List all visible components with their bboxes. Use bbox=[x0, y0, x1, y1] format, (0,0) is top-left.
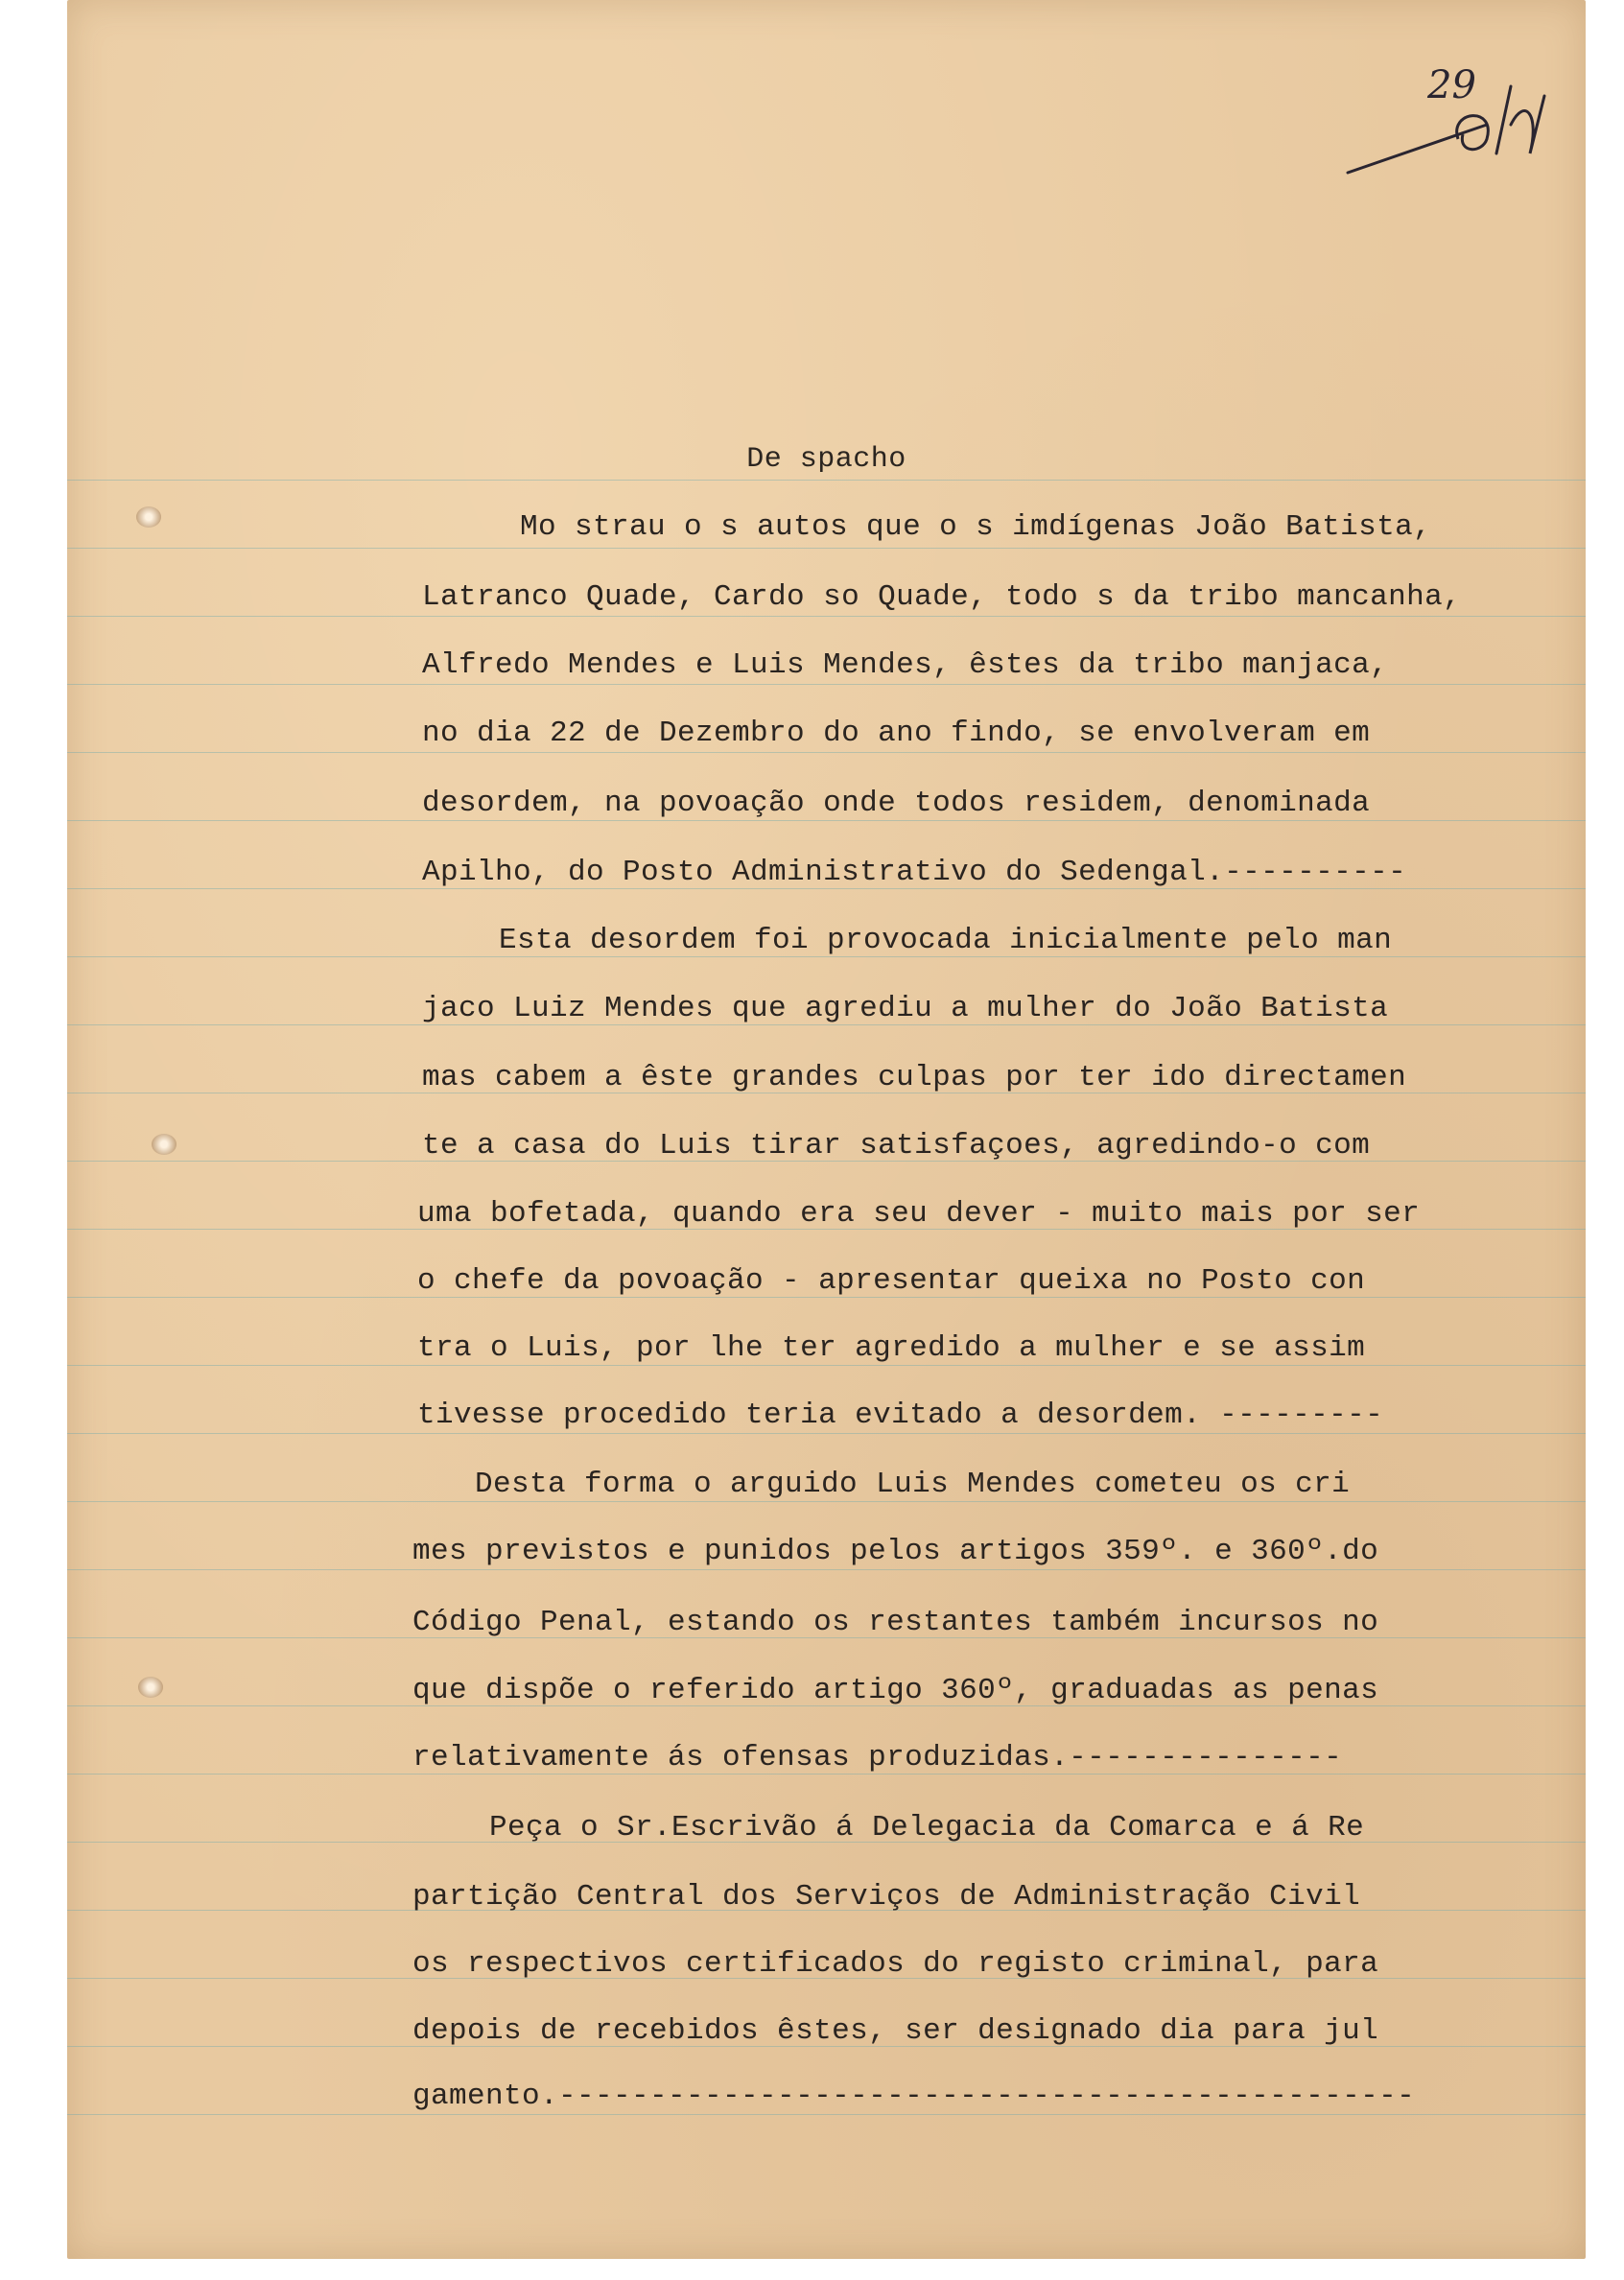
text-line-15: Desta forma o arguido Luis Mendes cometeu os cri bbox=[475, 1468, 1351, 1501]
ruled-line bbox=[67, 752, 1586, 753]
text-line-7: Esta desordem foi provocada inicialmente pelo man bbox=[499, 924, 1393, 957]
folio-number: 29 bbox=[1427, 63, 1476, 107]
ruled-line bbox=[67, 480, 1586, 481]
text-line-23: depois de recebidos êstes, ser designado dia para jul bbox=[412, 2014, 1379, 2048]
ruled-line bbox=[67, 1569, 1586, 1570]
punch-hole-middle bbox=[152, 1134, 177, 1155]
text-line-21: partição Central dos Serviços de Administração Civil bbox=[412, 1880, 1361, 1914]
text-line-3: Alfredo Mendes e Luis Mendes, êstes da tribo manjaca, bbox=[422, 648, 1389, 682]
text-line-5: desordem, na povoação onde todos residem, denominada bbox=[422, 787, 1371, 820]
text-line-8: jaco Luiz Mendes que agrediu a mulher do João Batista bbox=[422, 992, 1389, 1025]
ruled-line bbox=[67, 1365, 1586, 1366]
text-line-9: mas cabem a êste grandes culpas por ter ido directamen bbox=[422, 1061, 1407, 1094]
text-line-4: no dia 22 de Dezembro do ano findo, se envolveram em bbox=[422, 717, 1371, 750]
text-line-13: tra o Luis, por lhe ter agredido a mulher e se assim bbox=[417, 1331, 1366, 1365]
text-line-16: mes previstos e punidos pelos artigos 359º. e 360º.do bbox=[412, 1535, 1379, 1568]
punch-hole-bottom bbox=[138, 1677, 163, 1698]
text-line-11: uma bofetada, quando era seu dever - muito mais por ser bbox=[417, 1197, 1421, 1231]
ruled-line bbox=[67, 616, 1586, 617]
text-line-18: que dispõe o referido artigo 360º, graduadas as penas bbox=[412, 1674, 1379, 1707]
ruled-line bbox=[67, 684, 1586, 685]
text-line-19: relativamente ás ofensas produzidas.--------------- bbox=[412, 1741, 1343, 1775]
ruled-line bbox=[67, 1433, 1586, 1434]
ruled-line bbox=[67, 2114, 1586, 2115]
document-heading: De spacho bbox=[746, 443, 906, 476]
ruled-line bbox=[67, 1501, 1586, 1502]
text-line-10: te a casa do Luis tirar satisfaçoes, agredindo-o com bbox=[422, 1129, 1371, 1163]
text-line-1: Mo strau o s autos que o s imdígenas João Batista, bbox=[520, 510, 1432, 544]
document-page bbox=[67, 0, 1586, 2259]
text-line-6: Apilho, do Posto Administrativo do Sedengal.---------- bbox=[422, 856, 1407, 889]
text-line-12: o chefe da povoação - apresentar queixa no Posto con bbox=[417, 1264, 1366, 1298]
ruled-line bbox=[67, 548, 1586, 549]
text-line-14: tivesse procedido teria evitado a desordem. --------- bbox=[417, 1399, 1384, 1432]
text-line-2: Latranco Quade, Cardo so Quade, todo s da tribo mancanha, bbox=[422, 580, 1462, 614]
text-line-20: Peça o Sr.Escrivão á Delegacia da Comarca e á Re bbox=[489, 1811, 1365, 1845]
text-line-24: gamento.----------------------------------------------- bbox=[412, 2080, 1416, 2113]
folio-mark bbox=[1343, 58, 1592, 192]
ruled-line bbox=[67, 820, 1586, 821]
text-line-22: os respectivos certificados do registo criminal, para bbox=[412, 1947, 1379, 1981]
text-line-17: Código Penal, estando os restantes também incursos no bbox=[412, 1606, 1379, 1639]
punch-hole-top bbox=[136, 506, 161, 528]
